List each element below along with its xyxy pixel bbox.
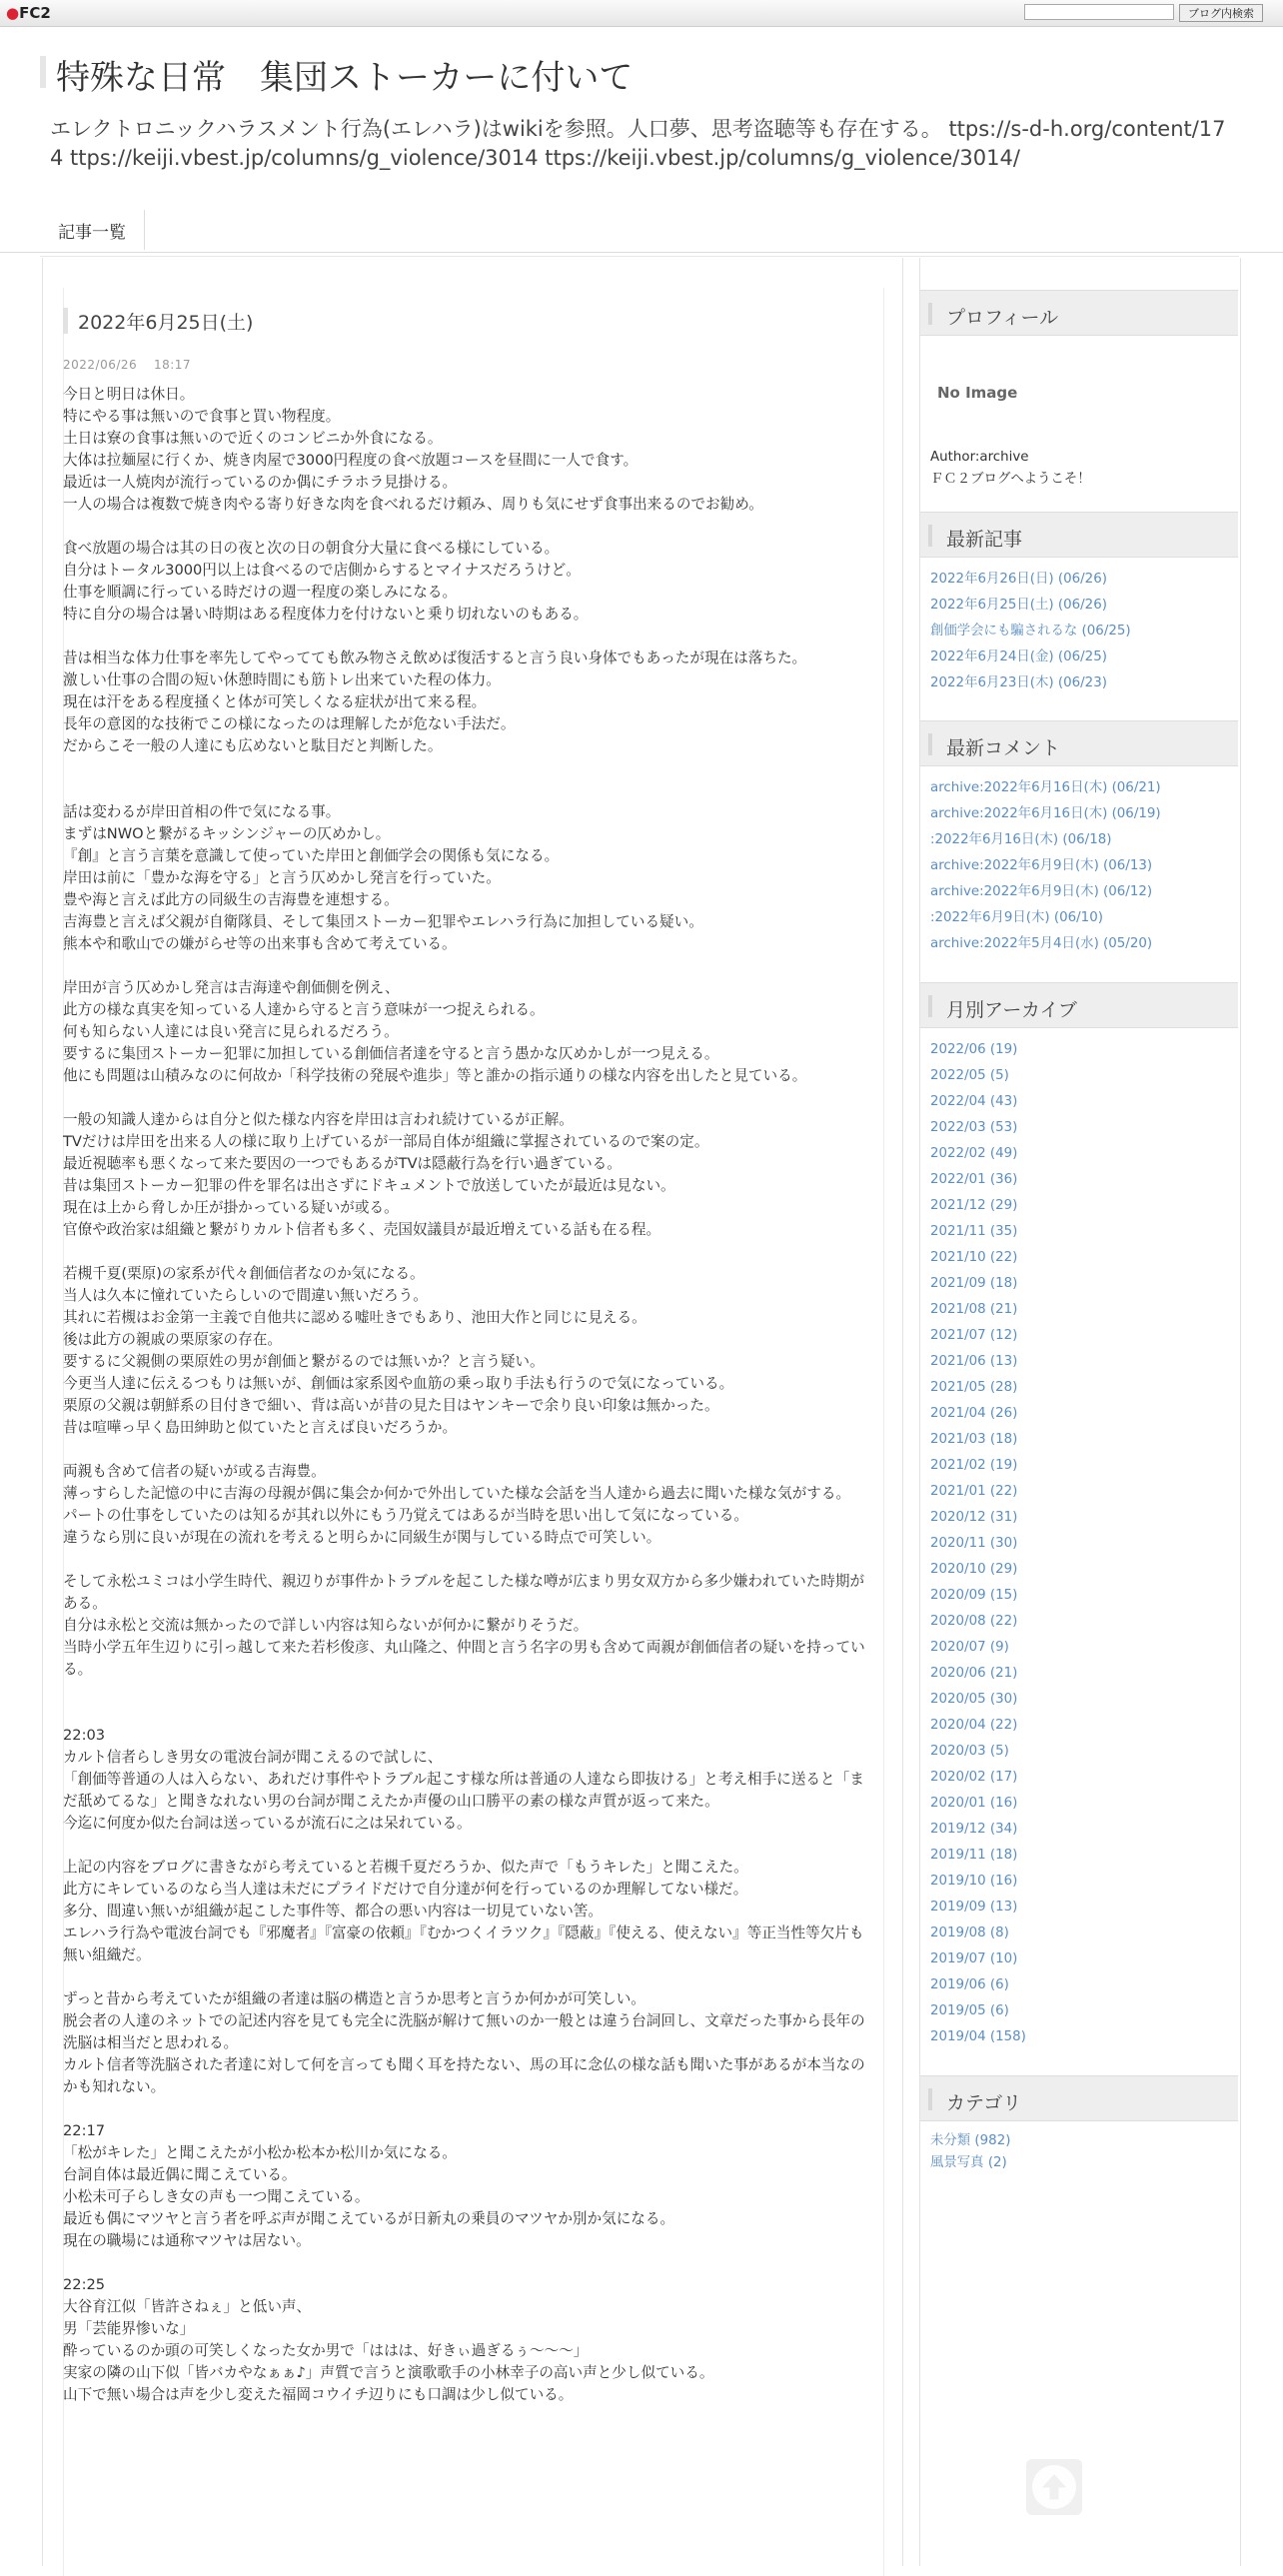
archive-link[interactable]: 2020/04 (22) [930, 1718, 1018, 1733]
archive-item [930, 1817, 1230, 1843]
categories-heading-text: カテゴリ [946, 2092, 1022, 2114]
archive-link[interactable]: 2021/07 (12) [930, 1328, 1018, 1343]
fc2-logo-mark-icon: ● [6, 4, 20, 22]
entry-title-accent [63, 308, 68, 334]
categories-list [930, 2130, 1230, 2174]
heading-accent [928, 303, 932, 325]
archive-item [930, 1089, 1230, 1115]
recent-post-item [930, 644, 1230, 670]
fc2-logo[interactable] [6, 4, 51, 22]
heading-accent [928, 995, 932, 1017]
entry-line: 今更当人達に伝えるつもりは無いが、創価は家系図や血筋の乗っ取り手法も行うので気になっている。 [63, 1375, 734, 1392]
recent-comment-item [930, 879, 1230, 905]
archive-item [930, 1946, 1230, 1972]
archive-link[interactable]: 2021/01 (22) [930, 1484, 1018, 1499]
entry-line: 熊本や和歌山での嫌がらせ等の出来事も含めて考えている。 [63, 935, 457, 952]
recent-comment-link[interactable]: archive:2022年6月9日(木) (06/12) [930, 884, 1153, 899]
entry-line: 土日は寮の食事は無いので近くのコンビニか外食になる。 [63, 430, 443, 447]
profile-welcome: ＦＣ２ブログへようこそ！ [930, 472, 1091, 487]
entry-line: 最近視聴率も悪くなって来た要因の一つでもあるがTVは隠蔽行為を行い過ぎている。 [63, 1155, 622, 1172]
category-link[interactable]: 未分類 (982) [930, 2133, 1011, 2148]
recent-post-item [930, 593, 1230, 619]
archive-link[interactable]: 2021/12 (29) [930, 1198, 1018, 1213]
entry-line: 台詞自体は最近偶に聞こえている。 [63, 2166, 297, 2183]
title-accent-bar [40, 56, 46, 88]
recent-post-item [930, 619, 1230, 644]
entry-line: 脱会者の人達のネットでの記述内容を見ても完全に洗脳が解けて無いのか一般とは違う台詞回し、文章だった事から長年の洗脳は相当だと思われる。 [63, 2012, 865, 2051]
paragraph-gap [63, 2098, 878, 2120]
entry-line: 昔は喧嘩っ早く島田紳助と似ていたと言えば良いだろうか。 [63, 1419, 458, 1436]
entry-line: 話は変わるが岸田首相の件で気になる事。 [63, 803, 341, 820]
blog-title[interactable]: 特殊な日常 集団ストーカーに付いて [56, 58, 634, 98]
entry-line: 22:03 [63, 1727, 106, 1744]
archive-link[interactable]: 2019/07 (10) [930, 1951, 1018, 1966]
archive-item [930, 1583, 1230, 1609]
recent-comment-link[interactable]: archive:2022年6月9日(木) (06/13) [930, 858, 1153, 873]
entry-line: 激しい仕事の合間の短い休憩時間にも筋トレ出来ていた程の体力。 [63, 671, 501, 688]
archive-item [930, 1557, 1230, 1583]
recent-post-item [930, 670, 1230, 696]
entry-line: 山下で無い場合は声を少し変えた福岡コウイチ辺りにも口調は少し似ている。 [63, 2386, 574, 2403]
archive-item [930, 1245, 1230, 1271]
archives-list [930, 1037, 1230, 2050]
archive-item [930, 1427, 1230, 1453]
archive-link[interactable]: 2021/11 (35) [930, 1224, 1018, 1239]
paragraph-gap [63, 1241, 878, 1263]
entry-line: 其れに若槻はお金第一主義で自他共に認める嘘吐きでもあり、池田大作と同じに見える。 [63, 1309, 646, 1326]
recent-comments-heading-text: 最新コメント [946, 737, 1061, 759]
category-link[interactable]: 風景写真 (2) [930, 2155, 1007, 2170]
archive-link[interactable]: 2019/08 (8) [930, 1926, 1009, 1940]
entry-line: 特にやる事は無いので食事と買い物程度。 [63, 408, 341, 425]
archive-link[interactable]: 2021/03 (18) [930, 1432, 1018, 1447]
paragraph-gap [63, 955, 878, 977]
recent-comment-link[interactable]: archive:2022年6月16日(木) (06/19) [930, 806, 1161, 821]
entry-line: 後は此方の親戚の栗原家の存在。 [63, 1331, 282, 1348]
recent-comment-link[interactable]: archive:2022年5月4日(水) (05/20) [930, 936, 1153, 951]
entry-line: 要するに父親側の栗原姓の男が創価と繋がるのでは無いか？と言う疑い。 [63, 1353, 545, 1370]
blog-search-button[interactable]: ブログ内検索 [1179, 4, 1263, 22]
entry-line: 酔っているのか頭の可笑しくなった女か男で「ははは、好きぃ過ぎるぅ～～～」 [63, 2342, 589, 2359]
entry-date: 2022/06/26 18:17 [63, 358, 192, 372]
heading-accent [928, 2088, 932, 2110]
recent-comment-item [930, 853, 1230, 879]
archive-item [930, 1115, 1230, 1141]
archive-link[interactable]: 2020/03 (5) [930, 1744, 1009, 1759]
recent-comments-list [930, 775, 1230, 957]
archive-item [930, 1141, 1230, 1167]
entry-line: 此方の様な真実を知っている人達から守ると言う意味が一つ捉えられる。 [63, 1001, 545, 1018]
profile-heading [920, 290, 1238, 336]
archive-item [930, 1349, 1230, 1375]
archive-link[interactable]: 2019/10 (16) [930, 1874, 1018, 1889]
archive-item [930, 1635, 1230, 1661]
archive-link[interactable]: 2021/02 (19) [930, 1458, 1018, 1473]
entry-line: 上記の内容をブログに書きながら考えていると若槻千夏だろうか、似た声で「もうキレた」と聞こえた。 [63, 1859, 748, 1876]
entry-line: 大谷育江似「皆許さねぇ」と低い声、 [63, 2298, 312, 2315]
nav-divider [0, 252, 1283, 253]
entry-line: まずはNWOと繋がるキッシンジャーの仄めかし。 [63, 825, 391, 842]
archive-item [930, 1167, 1230, 1193]
recent-post-link[interactable]: 2022年6月25日(土) (06/26) [930, 598, 1107, 613]
archive-item [930, 1713, 1230, 1739]
archive-item [930, 1297, 1230, 1323]
paragraph-gap [63, 1087, 878, 1109]
archive-link[interactable]: 2022/06 (19) [930, 1042, 1018, 1057]
archive-item [930, 1609, 1230, 1635]
recent-post-link[interactable]: 創価学会にも騙されるな (06/25) [930, 624, 1131, 639]
profile-author: Author:archive [930, 450, 1029, 465]
recent-posts-list [930, 567, 1230, 696]
entry-line: 一人の場合は複数で焼き肉やる寄り好きな肉を食べれるだけ頼み、周りも気にせず食事出来るのでお勧め。 [63, 496, 763, 513]
profile-heading-text: プロフィール [946, 307, 1059, 329]
entry-line: 長年の意図的な技術でこの様になったのは理解したが危ない手法だ。 [63, 715, 516, 732]
entry-line: 多分、間違い無いが組織が起こした事件等、都合の悪い内容は一切見ていない筈。 [63, 1903, 603, 1920]
entry-line: 吉海豊と言えば父親が自衛隊員、そして集団ストーカー犯罪やエレハラ行為に加担している疑い。 [63, 913, 703, 930]
archive-link[interactable]: 2020/11 (30) [930, 1536, 1018, 1551]
entry-line: 栗原の父親は朝鮮系の目付きで細い、背は高いが昔の見た目はヤンキーで余り良い印象は無かった。 [63, 1397, 719, 1414]
profile-no-image: No Image [937, 384, 1018, 402]
entry-line: カルト信者らしき男女の電波台詞が聞こえるので試しに、 [63, 1749, 443, 1766]
recent-comment-item [930, 905, 1230, 931]
entry-line: 実家の隣の山下似「皆バカやなぁぁ♪」声質で言うと演歌歌手の小林幸子の高い声と少し似ている。 [63, 2364, 714, 2381]
heading-accent [928, 525, 932, 547]
archive-item [930, 1895, 1230, 1921]
category-item [930, 2130, 1230, 2152]
entry-line: パートの仕事をしていたのは知るが其れ以外にもう乃覚えてはあるが当時を思い出して気になっている。 [63, 1507, 748, 1524]
archive-link[interactable]: 2022/01 (36) [930, 1172, 1018, 1187]
recent-comment-item [930, 801, 1230, 827]
archive-item [930, 1998, 1230, 2024]
blog-description: エレクトロニックハラスメント行為(エレハラ)はwikiを参照。人口夢、思考盗聴等も存在する。 ttps://s-d-h.org/content/174 ttps://keiji.vbest.jp/columns/g_violence/3014 ttps://keiji.vbest.jp/columns/g_violence/3014/ [50, 117, 1226, 170]
archive-link[interactable]: 2021/08 (21) [930, 1302, 1018, 1317]
archive-link[interactable]: 2020/02 (17) [930, 1770, 1018, 1785]
page-top-button[interactable] [1026, 2459, 1082, 2515]
paragraph-gap [63, 516, 878, 538]
archive-item [930, 1505, 1230, 1531]
entry-line: TVだけは岸田を出来る人の様に取り上げているが一部局自体が組織に掌握されているので案の定。 [63, 1133, 709, 1150]
archives-heading-text: 月別アーカイブ [946, 999, 1077, 1021]
archive-link[interactable]: 2019/09 (13) [930, 1900, 1018, 1915]
archive-item [930, 1063, 1230, 1089]
recent-posts-heading-text: 最新記事 [946, 529, 1023, 551]
archive-item [930, 1661, 1230, 1687]
archive-link[interactable]: 2020/09 (15) [930, 1588, 1018, 1603]
recent-comment-link[interactable]: :2022年6月9日(木) (06/10) [930, 910, 1103, 925]
archive-link[interactable]: 2022/05 (5) [930, 1068, 1009, 1083]
entry-line: 最近も偶にマツヤと言う者を呼ぶ声が聞こえているが日新丸の乗員のマツヤか別か気になる。 [63, 2210, 675, 2227]
recent-post-link[interactable]: 2022年6月24日(金) (06/25) [930, 649, 1107, 664]
archive-link[interactable]: 2021/04 (26) [930, 1406, 1018, 1421]
entry-line: 22:17 [63, 2122, 106, 2139]
archive-link[interactable]: 2020/01 (16) [930, 1796, 1018, 1811]
recent-comment-item [930, 827, 1230, 853]
entry-line: 要するに集団ストーカー犯罪に加担している創価信者達を守ると言う愚かな仄めかしが一つ見える。 [63, 1045, 719, 1062]
recent-comment-link[interactable]: :2022年6月16日(木) (06/18) [930, 832, 1112, 847]
archive-link[interactable]: 2020/05 (30) [930, 1692, 1018, 1707]
archive-link[interactable]: 2021/06 (13) [930, 1354, 1018, 1369]
entry-line: 今迄に何度か似た台詞は送っているが流石に之は呆れている。 [63, 1815, 472, 1832]
entry-line: 自分は永松と交流は無かったので詳しい内容は知らないが何かに繋がりそうだ。 [63, 1617, 589, 1634]
entry-line: 特に自分の場合は暑い時期はある程度体力を付けないと乗り切れないのもある。 [63, 606, 589, 623]
archive-link[interactable]: 2021/05 (28) [930, 1380, 1018, 1395]
recent-post-link[interactable]: 2022年6月26日(日) (06/26) [930, 572, 1107, 587]
entry-line: 大体は拉麺屋に行くか、焼き肉屋で3000円程度の食べ放題コースを昼間に一人で食す。 [63, 452, 639, 469]
entry-line: 現在の職場には通称マツヤは居ない。 [63, 2232, 311, 2249]
entry-title[interactable]: 2022年6月25日(土) [78, 312, 254, 334]
category-item [930, 2152, 1230, 2174]
archive-item [930, 1531, 1230, 1557]
entry-body [63, 384, 878, 2406]
nav-item-article-list[interactable]: 記事一覧 [40, 210, 145, 250]
paragraph-gap [63, 1835, 878, 1857]
archive-link[interactable]: 2019/05 (6) [930, 2003, 1009, 2018]
archive-link[interactable]: 2019/11 (18) [930, 1848, 1018, 1863]
entry-line: 小松未可子らしき女の声も一つ聞こえている。 [63, 2188, 370, 2205]
entry-line: 「創価等普通の人は入らない、あれだけ事件やトラブル起こす様な所は普通の人達なら即抜ける」と考え相手に送ると「まだ舐めてるな」と聞きなれない男の台詞が聞こえたか声優の山口勝平の素の様な声質が返って来た。 [63, 1771, 864, 1810]
recent-post-link[interactable]: 2022年6月23日(木) (06/23) [930, 675, 1107, 690]
search-input[interactable] [1024, 4, 1174, 20]
archive-item [930, 2024, 1230, 2050]
entry-line: 薄っすらした記憶の中に吉海の母親が偶に集会か何かで外出していた様な会話を当人達から過去に聞いた様な気がする。 [63, 1485, 851, 1502]
archive-link[interactable]: 2019/12 (34) [930, 1822, 1018, 1837]
entry-line: 違うなら別に良いが現在の流れを考えると明らかに同級生が関与している時点で可笑しい。 [63, 1529, 661, 1546]
entry-line: 豊や海と言えば此方の同級生の吉海豊を連想する。 [63, 891, 399, 908]
recent-comment-item [930, 931, 1230, 957]
archive-item [930, 1453, 1230, 1479]
entry-line: 昔は集団ストーカー犯罪の件を罪名は出さずにドキュメントで放送していたが最近は見ない。 [63, 1177, 675, 1194]
entry-line: 「松がキレた」と聞こえたが小松か松本か松川か気になる。 [63, 2144, 457, 2161]
archive-link[interactable]: 2022/02 (49) [930, 1146, 1018, 1161]
entry-line: 最近は一人焼肉が流行っているのか偶にチラホラ見掛ける。 [63, 474, 458, 491]
recent-posts-heading [920, 512, 1238, 558]
entry-line: 何も知らない人達には良い発言に見られるだろう。 [63, 1023, 399, 1040]
archive-link[interactable]: 2020/12 (31) [930, 1510, 1018, 1525]
archive-item [930, 1921, 1230, 1946]
archive-item [930, 1219, 1230, 1245]
archive-link[interactable]: 2019/06 (6) [930, 1977, 1009, 1992]
entry-line: 22:25 [63, 2276, 106, 2293]
recent-comments-heading [920, 720, 1238, 766]
recent-comment-item [930, 775, 1230, 801]
paragraph-gap [63, 1549, 878, 1571]
archive-item [930, 1739, 1230, 1765]
global-nav [40, 210, 1239, 250]
archive-link[interactable]: 2021/10 (22) [930, 1250, 1018, 1265]
archive-link[interactable]: 2022/03 (53) [930, 1120, 1018, 1135]
arrow-up-icon [1026, 2459, 1082, 2515]
paragraph-gap [63, 626, 878, 647]
archive-item [930, 1791, 1230, 1817]
heading-accent [928, 733, 932, 755]
entry-line: 当人は久本に憧れていたらしいので間違い無いだろう。 [63, 1287, 428, 1304]
paragraph-gap [63, 2252, 878, 2274]
entry-line: 今日と明日は休日。 [63, 386, 195, 403]
entry-line: 若槻千夏(栗原)の家系が代々創価信者なのか気になる。 [63, 1265, 425, 1282]
fc2-logo-text: FC2 [19, 4, 51, 22]
archive-link[interactable]: 2020/08 (22) [930, 1614, 1018, 1629]
archives-heading [920, 982, 1238, 1028]
archive-link[interactable]: 2021/09 (18) [930, 1276, 1018, 1291]
entry-line: だからこそ一般の人達にも広めないと駄目だと判断した。 [63, 737, 443, 754]
archive-item [930, 1479, 1230, 1505]
archive-item [930, 1843, 1230, 1869]
paragraph-gap [63, 757, 878, 801]
entry-line: エレハラ行為や電波台詞でも『邪魔者』『富豪の依頼』『むかつくイラツク』『隠蔽』『使える、使えない』等正当性等欠片も無い組織だ。 [63, 1925, 864, 1963]
archive-item [930, 1972, 1230, 1998]
archive-item [930, 1193, 1230, 1219]
archive-item [930, 1765, 1230, 1791]
entry-line: ずっと昔から考えていたが組織の者達は脳の構造と言うか思考と言うか何かが可笑しい。 [63, 1990, 645, 2007]
entry-line: 食べ放題の場合は其の日の夜と次の日の朝食分大量に食べる様にしている。 [63, 540, 560, 557]
entry-line: 男「芸能界惨いな」 [63, 2320, 195, 2337]
archive-link[interactable]: 2020/06 (21) [930, 1666, 1018, 1681]
archive-item [930, 1869, 1230, 1895]
entry-line: 一般の知識人達からは自分と似た様な内容を岸田は言われ続けているが正解。 [63, 1111, 574, 1128]
paragraph-gap [63, 1966, 878, 1988]
paragraph-gap [63, 1681, 878, 1725]
blog-header [40, 50, 1239, 98]
entry-line: 現在は汗をある程度掻くと体が可笑しくなる症状が出て来る程。 [63, 693, 487, 710]
archive-item [930, 1271, 1230, 1297]
archive-item [930, 1037, 1230, 1063]
entry-line: 現在は上から脅しか圧が掛かっている疑いが或る。 [63, 1199, 399, 1216]
entry-line: 岸田が言う仄めかし発言は吉海達や創価側を例え、 [63, 979, 400, 996]
archive-link[interactable]: 2019/04 (158) [930, 2029, 1026, 2044]
archive-item [930, 1401, 1230, 1427]
archive-link[interactable]: 2022/04 (43) [930, 1094, 1018, 1109]
paragraph-gap [63, 1439, 878, 1461]
recent-post-item [930, 567, 1230, 593]
archive-item [930, 1687, 1230, 1713]
archive-item [930, 1323, 1230, 1349]
entry-line: 当時小学五年生辺りに引っ越して来た若杉俊彦、丸山隆之、仲間と言う名字の男も含めて両親が創価信者の疑いを持っている。 [63, 1639, 865, 1678]
categories-heading [920, 2075, 1238, 2121]
fc2-top-bar [0, 0, 1283, 27]
entry-line: 岸田は前に「豊かな海を守る」と言う仄めかし発言を行っていた。 [63, 869, 501, 886]
entry-line: 自分はトータル3000円以上は食べるので店側からするとマイナスだろうけど。 [63, 562, 581, 579]
entry-line: 両親も含めて信者の疑いが或る吉海豊。 [63, 1463, 326, 1480]
entry-line: 此方にキレているのなら当人達は未だにプライドだけで自分達が何を行っているのか理解してない様だ。 [63, 1881, 748, 1898]
nav-divider-inner [40, 256, 1239, 257]
entry-line: カルト信者等洗脳された者達に対して何を言っても聞く耳を持たない、馬の耳に念仏の様な話も聞いた事があるが本当なのかも知れない。 [63, 2056, 865, 2095]
archive-link[interactable]: 2020/07 (9) [930, 1640, 1009, 1655]
entry-line: そして永松ユミコは小学生時代、親辺りが事件かトラブルを起こした様な噂が広まり男女双方から多少嫌われていた時期がある。 [63, 1573, 865, 1612]
entry-line: 仕事を順調に行っている時だけの週一程度の楽しみになる。 [63, 584, 458, 601]
recent-comment-link[interactable]: archive:2022年6月16日(木) (06/21) [930, 780, 1161, 795]
entry-line: 『創』と言う言葉を意識して使っていた岸田と創価学会の関係も気になる。 [63, 847, 560, 864]
archive-link[interactable]: 2020/10 (29) [930, 1562, 1018, 1577]
entry-line: 官僚や政治家は組織と繋がりカルト信者も多く、売国奴議員が最近増えている話も在る程。 [63, 1221, 661, 1238]
entry-line: 他にも問題は山積みなのに何故か「科学技術の発展や進歩」等と誰かの指示通りの様な内容を出したと見ている。 [63, 1067, 807, 1084]
entry-line: 昔は相当な体力仕事を率先してやってても飲み物さえ飲めば復活すると言う良い身体でもあったが現在は落ちた。 [63, 649, 807, 666]
archive-item [930, 1375, 1230, 1401]
